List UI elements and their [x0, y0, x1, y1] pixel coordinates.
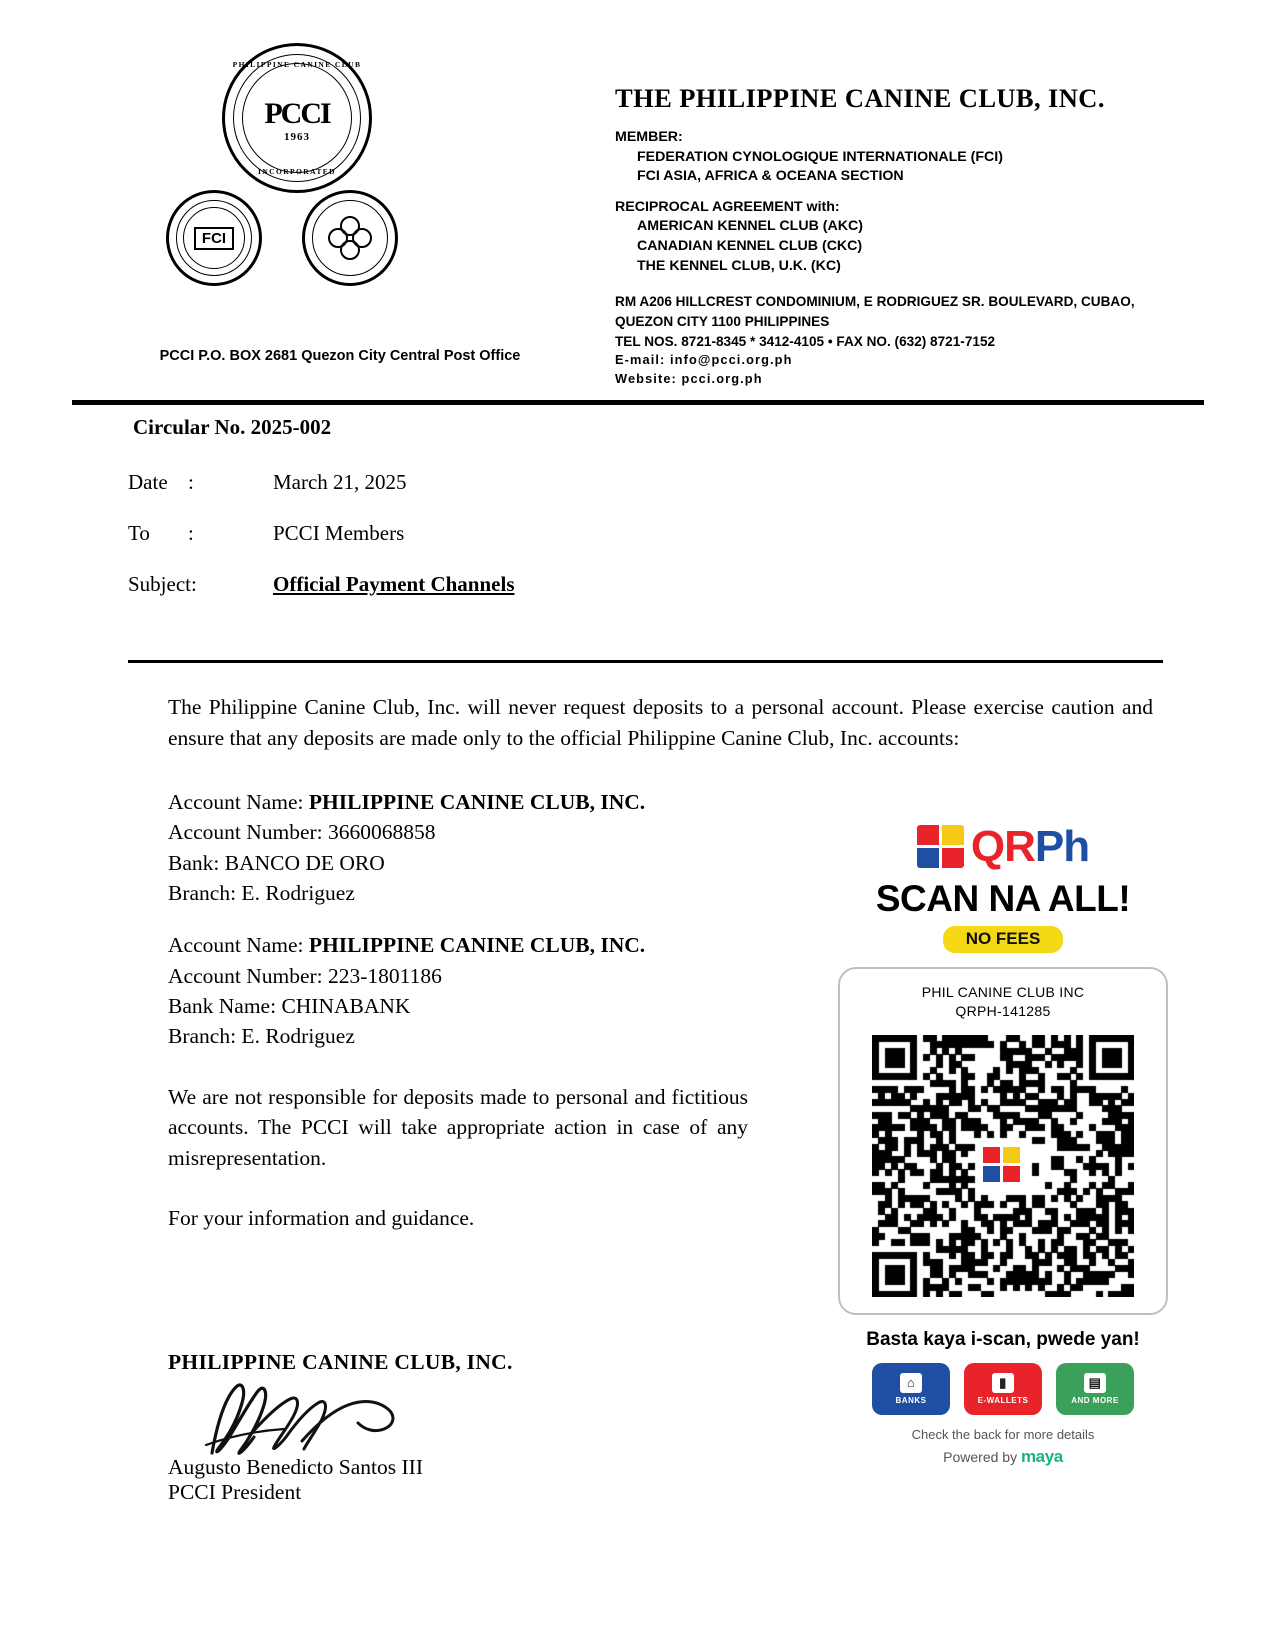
account-number-2: Account Number: 223-1801186 — [168, 963, 442, 988]
seal-arc-bottom: INCORPORATED — [258, 167, 336, 176]
qrph-mark-icon — [917, 825, 965, 869]
letter-meta — [128, 470, 1028, 623]
powered-by-text — [838, 1447, 1168, 1467]
qrph-logo-ph: Ph — [1034, 822, 1090, 871]
qr-merchant-name: PHIL CANINE CLUB INC — [921, 984, 1085, 1000]
qrph-logo-qr: QR — [970, 822, 1035, 871]
closing-paragraph: For your information and guidance. — [168, 1206, 475, 1231]
signature-org: PHILIPPINE CANINE CLUB, INC. — [168, 1350, 513, 1374]
address-line-1: RM A206 HILLCREST CONDOMINIUM, E RODRIGUEZ SR. BOULEVARD, CUBAO, — [615, 294, 1135, 310]
tile-and-more — [1056, 1363, 1134, 1415]
meta-row-date — [128, 470, 1028, 495]
date-label: Date — [128, 470, 168, 494]
more-icon: ▤ — [1084, 1373, 1106, 1393]
check-back-text: Check the back for more details — [911, 1426, 1095, 1442]
reciprocal-label: RECIPROCAL AGREEMENT with: — [615, 198, 840, 215]
signature-block — [168, 1350, 513, 1505]
disclaimer-paragraph: We are not responsible for deposits made to personal and fictitious accounts. The PCCI will take appropriate action in case of any misrepresentation. — [168, 1084, 748, 1170]
seal-arc-top: PHILIPPINE CANINE CLUB — [232, 60, 362, 69]
account-block-2 — [168, 930, 788, 1051]
to-label: To — [128, 521, 150, 545]
tile-and-more-label: AND MORE — [1071, 1395, 1119, 1405]
member-line-2: FCI ASIA, AFRICA & OCEANA SECTION — [637, 168, 904, 185]
seal-year: 1963 — [284, 131, 310, 143]
no-fees-badge: NO FEES — [943, 926, 1063, 953]
account-bank-2: Bank Name: CHINABANK — [168, 993, 411, 1018]
website-line: Website: pcci.org.ph — [615, 370, 763, 386]
clover-icon — [328, 216, 372, 260]
qr-merchant-id: QRPH-141285 — [955, 1002, 1051, 1019]
subject-value: Official Payment Channels — [273, 572, 515, 596]
fci-seal-icon — [166, 190, 262, 286]
circular-number: Circular No. 2025-002 — [133, 415, 332, 439]
subject-label: Subject: — [128, 572, 197, 596]
account-name-row-1 — [168, 787, 788, 817]
account-name-value-2: PHILIPPINE CANINE CLUB, INC. — [308, 933, 646, 958]
wallet-icon: ▮ — [992, 1373, 1014, 1393]
reciprocal-line-2: CANADIAN KENNEL CLUB (CKC) — [637, 237, 863, 254]
to-value: PCCI Members — [273, 521, 405, 545]
qrph-panel — [838, 818, 1168, 1467]
telephone-line: TEL NOS. 8721-8345 * 3412-4105 • FAX NO. (632) 8721-7152 — [615, 333, 996, 349]
member-label: MEMBER: — [615, 129, 683, 145]
meta-row-to — [128, 521, 1028, 546]
meta-row-subject — [128, 572, 1028, 597]
reciprocal-line-1: AMERICAN KENNEL CLUB (AKC) — [637, 218, 863, 235]
org-info — [615, 83, 1205, 388]
signatory-name: Augusto Benedicto Santos III — [168, 1455, 423, 1479]
account-branch-2: Branch: E. Rodriguez — [168, 1024, 355, 1049]
member-line-1: FEDERATION CYNOLOGIQUE INTERNATIONALE (FCI) — [637, 148, 1003, 165]
tile-banks — [872, 1363, 950, 1415]
qr-card — [838, 967, 1168, 1315]
account-name-label-2: Account Name: — [168, 933, 309, 958]
tile-ewallets-label: E-WALLETS — [977, 1395, 1029, 1405]
account-name-label-1: Account Name: — [168, 790, 309, 815]
header-divider — [72, 400, 1204, 405]
tile-ewallets — [964, 1363, 1042, 1415]
po-box-line: PCCI P.O. BOX 2681 Quezon City Central Post Office — [159, 348, 521, 364]
account-name-row-2 — [168, 930, 788, 960]
maya-brand: maya — [1020, 1446, 1063, 1466]
qr-code-image — [872, 1035, 1134, 1297]
fci-asia-seal-icon — [302, 190, 398, 286]
account-block-1 — [168, 787, 788, 908]
account-branch-1: Branch: E. Rodriguez — [168, 880, 355, 905]
meta-divider — [128, 660, 1163, 663]
date-colon: : — [188, 470, 194, 494]
qrph-tagline: SCAN NA ALL! — [875, 878, 1131, 919]
qrph-logo — [838, 818, 1168, 876]
pcci-seal-icon — [222, 43, 372, 193]
reciprocal-line-3: THE KENNEL CLUB, U.K. (KC) — [637, 257, 841, 274]
letterhead — [70, 38, 1205, 386]
account-number-1: Account Number: 3660068858 — [168, 820, 436, 845]
date-value: March 21, 2025 — [273, 470, 407, 494]
fci-badge-label: FCI — [194, 227, 234, 250]
signature-image — [198, 1379, 513, 1463]
signatory-title: PCCI President — [168, 1480, 302, 1504]
org-title: THE PHILIPPINE CANINE CLUB, INC. — [615, 83, 1105, 113]
tile-banks-label: BANKS — [895, 1395, 927, 1405]
qrph-basta-text: Basta kaya i-scan, pwede yan! — [866, 1328, 1140, 1350]
address-line-2: QUEZON CITY 1100 PHILIPPINES — [615, 313, 830, 329]
account-name-value-1: PHILIPPINE CANINE CLUB, INC. — [308, 790, 646, 815]
to-colon: : — [188, 521, 194, 545]
subject-colon-spacer — [188, 572, 273, 597]
intro-paragraph: The Philippine Canine Club, Inc. will never request deposits to a personal account. Please exercise caution and ensure that any deposits are made only to the official Philippine Canine Club, Inc. accounts: — [168, 695, 1153, 750]
qrph-tiles — [838, 1363, 1168, 1415]
account-list — [168, 787, 788, 1052]
account-bank-1: Bank: BANCO DE ORO — [168, 850, 385, 875]
qr-center-logo-icon — [980, 1144, 1026, 1188]
email-line: E-mail: info@pcci.org.ph — [615, 352, 793, 368]
bank-icon: ⌂ — [900, 1373, 922, 1393]
seal-monogram: PCCI — [264, 97, 330, 130]
powered-prefix: Powered by — [943, 1448, 1021, 1465]
